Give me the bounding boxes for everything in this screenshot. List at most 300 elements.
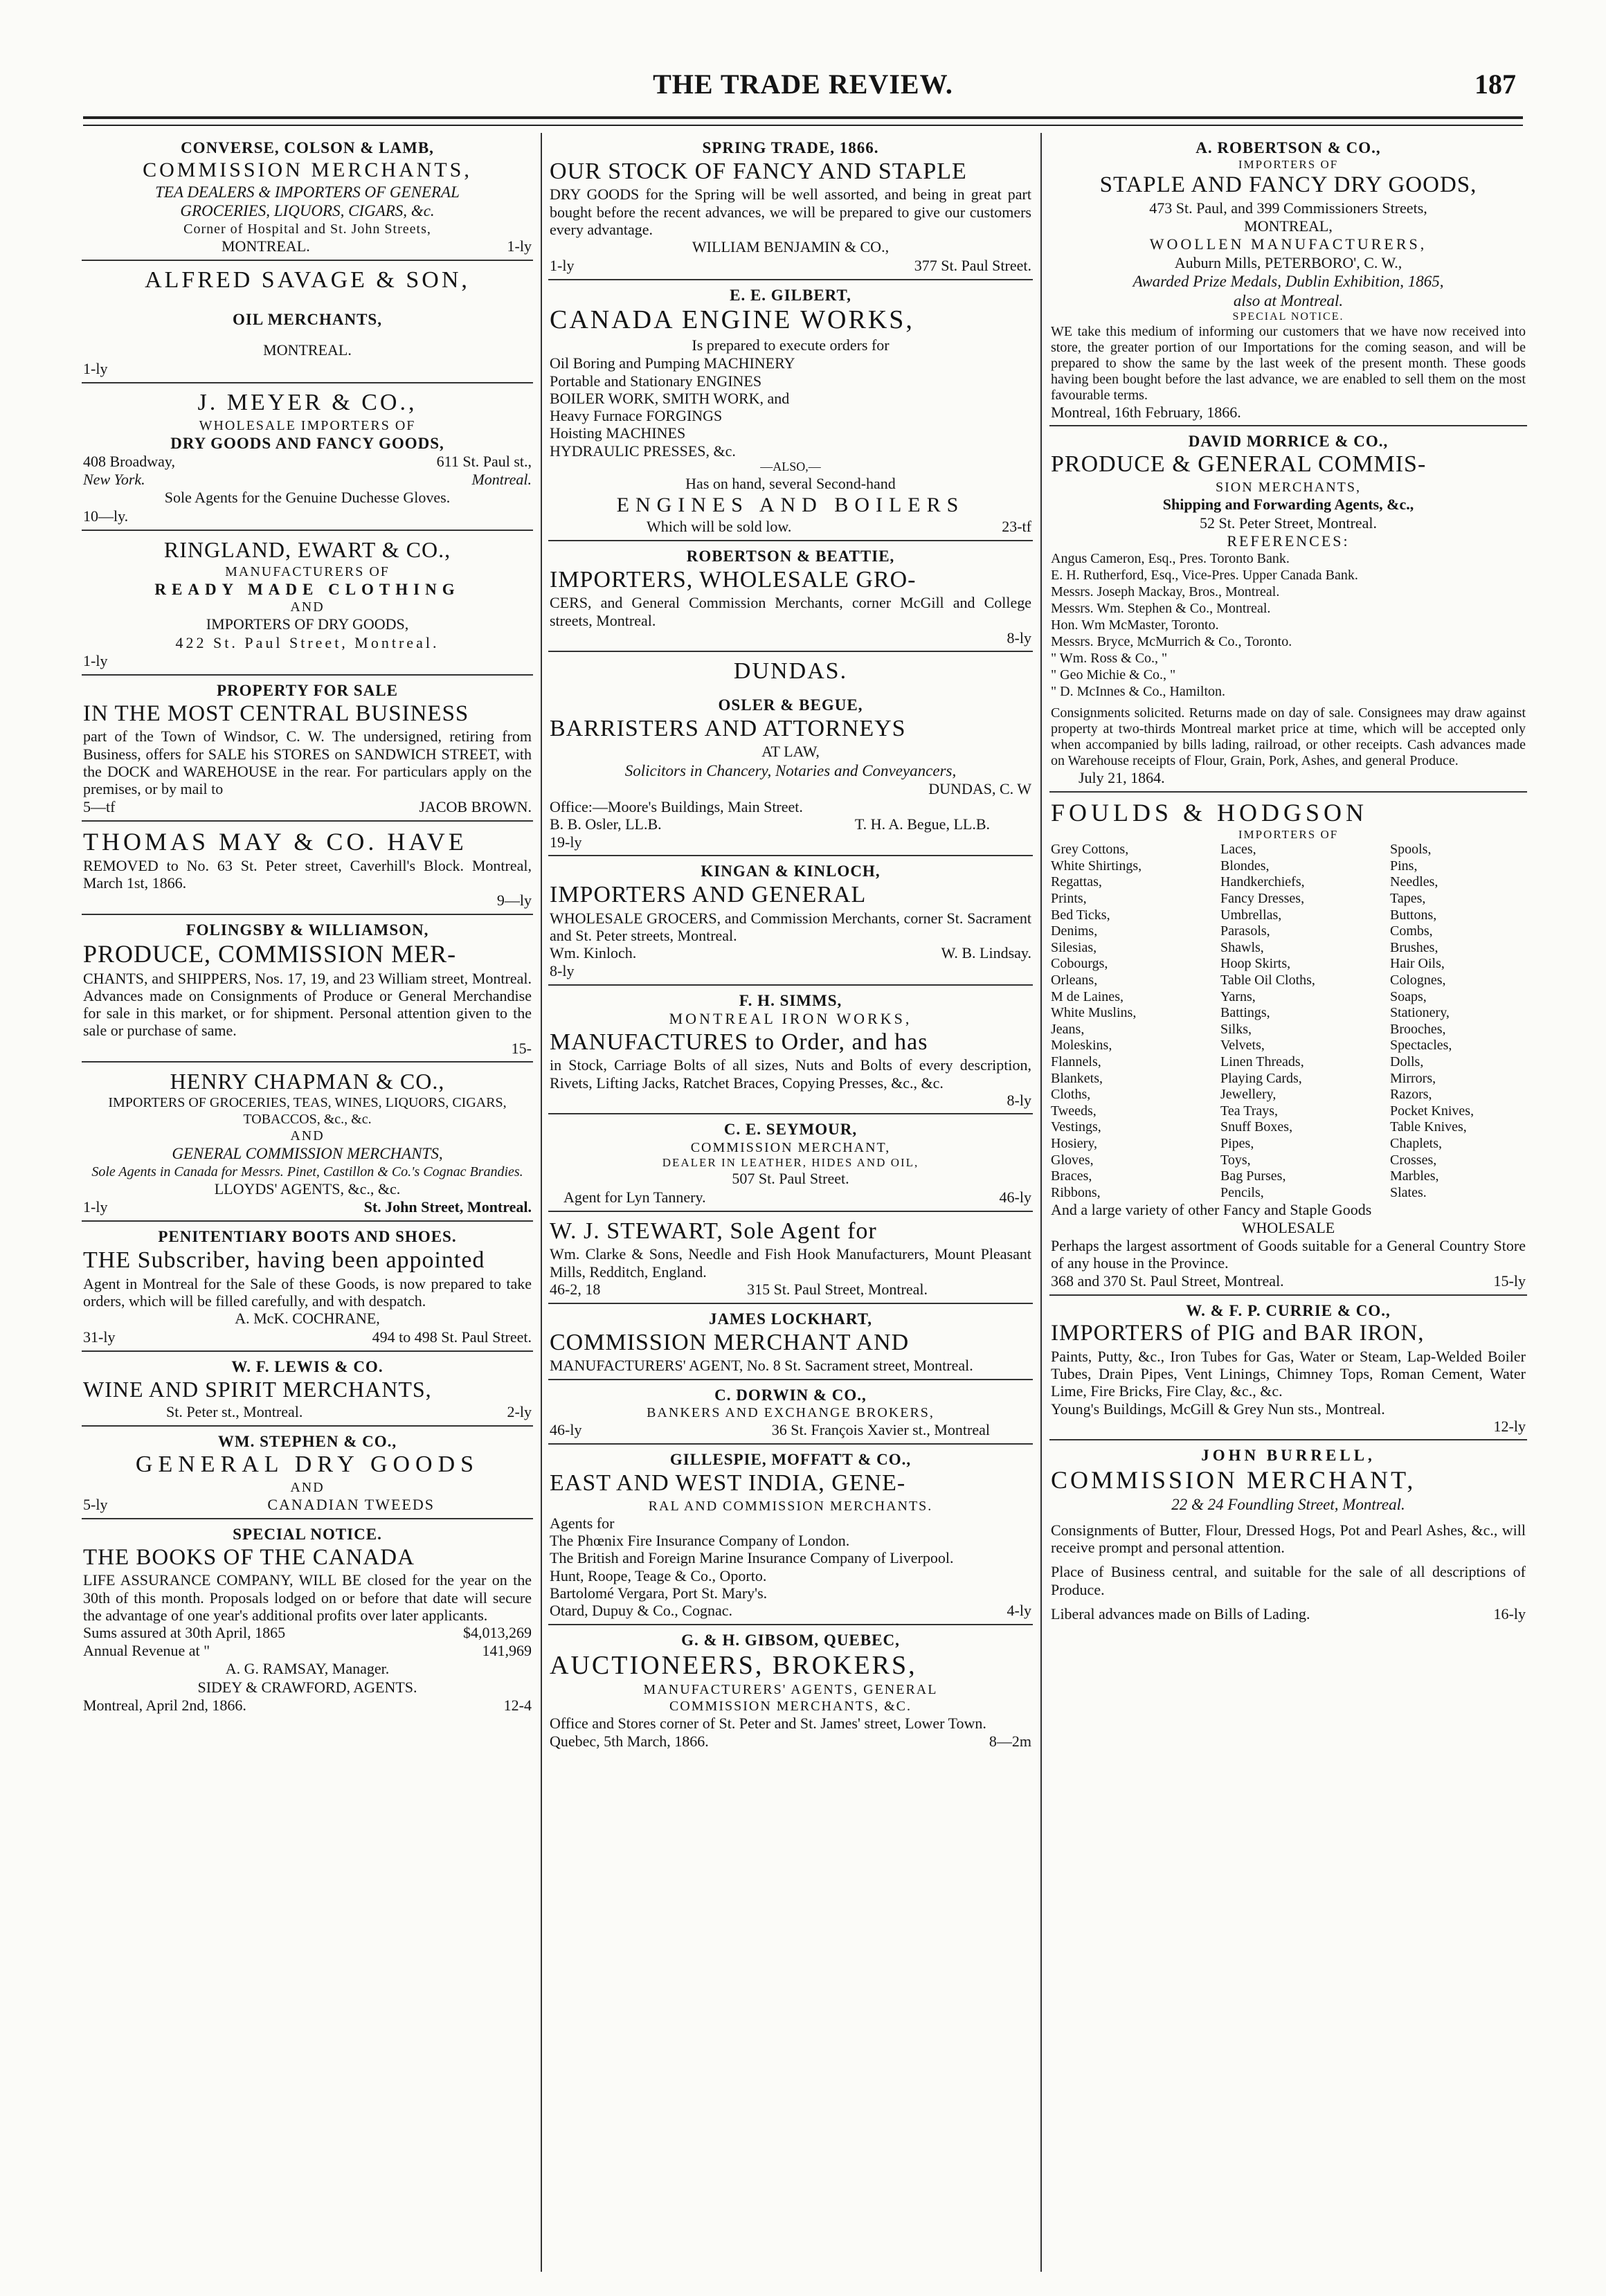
ad-subtitle: AND	[290, 599, 325, 615]
column-left	[82, 133, 533, 2272]
ad-subtitle: BANKERS AND EXCHANGE BROKERS,	[647, 1405, 935, 1421]
column-divider	[1040, 133, 1042, 2272]
ad-code: 5—tf	[83, 797, 116, 815]
ad-code: 1-ly	[550, 256, 575, 274]
goods-item: White Muslins,	[1051, 1005, 1137, 1021]
goods-item: Marbles,	[1390, 1168, 1439, 1184]
ad-heading: DAVID MORRICE & CO.,	[1188, 432, 1389, 450]
ad-code: 8-ly	[1007, 1092, 1031, 1110]
ad-john-burrell	[1049, 1440, 1527, 1627]
goods-item: Hair Oils,	[1390, 956, 1445, 972]
ad-currie	[1049, 1296, 1527, 1441]
ad-lead: IN THE MOST CENTRAL BUSINESS	[83, 700, 469, 726]
goods-item: Jeans,	[1051, 1021, 1085, 1037]
ad-partner: B. B. Osler, LL.B.	[550, 815, 662, 833]
ad-name: RINGLAND, EWART & CO.,	[163, 537, 451, 563]
goods-item: Jewellery,	[1220, 1087, 1276, 1103]
ad-heading: JAMES LOCKHART,	[708, 1310, 873, 1328]
ad-code: 15-	[511, 1039, 532, 1057]
ad-subtitle: AND	[290, 1128, 325, 1144]
ad-body: Office and Stores corner of St. Peter and St. James' street, Lower Town.	[550, 1715, 986, 1733]
ad-name: ENGINES AND BOILERS	[616, 494, 965, 517]
goods-item: Cobourgs,	[1051, 956, 1108, 972]
goods-item: Tapes,	[1390, 891, 1426, 907]
goods-item: Spectacles,	[1390, 1038, 1452, 1054]
ad-subtitle: AT LAW,	[761, 743, 820, 761]
goods-item: Laces,	[1220, 842, 1256, 858]
ad-code: 8-ly	[1007, 629, 1031, 647]
ad-address: 377 St. Paul Street.	[914, 256, 1031, 274]
ad-body: DRY GOODS for the Spring will be well assorted, and being in great part bought before the recent advances, we will be prepared to give our customers every advantage.	[550, 186, 1031, 238]
ad-line: Agent for Lyn Tannery.	[563, 1188, 706, 1206]
gillespie-line: The Phœnix Fire Insurance Company of London.	[550, 1532, 850, 1550]
ad-heading: W. & F. P. CURRIE & CO.,	[1186, 1301, 1391, 1319]
reference-item: Hon. Wm McMaster, Toronto.	[1051, 617, 1219, 633]
ad-note: also at Montreal.	[1233, 291, 1344, 309]
ad-foulds-hodgson	[1049, 793, 1527, 1296]
ad-subtitle: OIL MERCHANTS,	[233, 310, 382, 328]
ad-alfred-savage	[82, 261, 533, 383]
ad-wm-stephen	[82, 1427, 533, 1519]
ad-lead: PRODUCE, COMMISSION MER-	[83, 940, 457, 968]
ad-date: July 21, 1864.	[1079, 769, 1165, 787]
goods-item: Braces,	[1051, 1168, 1092, 1184]
goods-item: Brushes,	[1390, 939, 1438, 955]
ad-g-h-gibsom	[548, 1625, 1033, 1754]
ad-line: Shipping and Forwarding Agents, &c.,	[1162, 496, 1414, 514]
ad-subtitle: COMMISSION MERCHANTS, &C.	[669, 1699, 912, 1715]
ad-canada-engine-works	[548, 280, 1033, 541]
goods-item: Battings,	[1220, 1005, 1270, 1021]
goods-item: Needles,	[1390, 874, 1438, 890]
section-title: DUNDAS.	[733, 658, 848, 685]
page-number: 187	[1474, 69, 1516, 100]
ad-code: 31-ly	[83, 1328, 116, 1346]
gilbert-line: HYDRAULIC PRESSES, &c.	[550, 442, 736, 460]
ad-address: 408 Broadway,	[83, 453, 175, 471]
ad-heading: JOHN BURRELL,	[1201, 1447, 1375, 1465]
ad-penitentiary-boots	[82, 1222, 533, 1351]
ad-heading: WM. STEPHEN & CO.,	[217, 1432, 397, 1450]
ad-lead: FOULDS & HODGSON	[1051, 798, 1369, 826]
goods-item: Combs,	[1390, 923, 1433, 939]
ad-address: 507 St. Paul Street.	[732, 1170, 849, 1188]
ad-address: Young's Buildings, McGill & Grey Nun sts., Montreal.	[1051, 1400, 1385, 1418]
goods-item: Playing Cards,	[1220, 1070, 1302, 1086]
ad-city: MONTREAL.	[222, 237, 310, 255]
ad-body: Perhaps the largest assortment of Goods suitable for a General Country Store of any house in the Province.	[1051, 1237, 1526, 1272]
ad-lead: AUCTIONEERS, BROKERS,	[550, 1650, 917, 1680]
ad-address: 22 & 24 Foundling Street, Montreal.	[1171, 1496, 1405, 1514]
ad-code: 5-ly	[83, 1496, 108, 1514]
ad-note: Sole Agents for the Genuine Duchesse Gloves.	[164, 489, 451, 507]
ad-body: Agent in Montreal for the Sale of these Goods, is now prepared to take orders, which will be filled carefully, and with despatch.	[83, 1274, 532, 1310]
ad-code: 15-ly	[1493, 1272, 1526, 1290]
ad-line: Annual Revenue at "	[83, 1642, 210, 1660]
ad-subtitle: IMPORTERS OF GROCERIES, TEAS, WINES, LIQUORS, CIGARS, TOBACCOS, &c., &c.	[108, 1095, 507, 1128]
ad-lead: CANADA ENGINE WORKS,	[550, 305, 914, 335]
ad-code: 1-ly	[83, 651, 108, 669]
goods-item: Linen Threads,	[1220, 1054, 1304, 1069]
goods-item: Silesias,	[1051, 939, 1097, 955]
ad-name: HENRY CHAPMAN & CO.,	[170, 1069, 445, 1094]
ad-name: ALFRED SAVAGE & SON,	[145, 266, 470, 293]
ad-subtitle: SPECIAL NOTICE.	[1232, 311, 1344, 323]
gillespie-line: Agents for	[550, 1514, 615, 1532]
goods-item: Handkerchiefs,	[1220, 874, 1305, 890]
ad-w-j-stewart	[548, 1212, 1033, 1304]
ad-heading: FOLINGSBY & WILLIAMSON,	[186, 921, 429, 939]
goods-item: Blondes,	[1220, 858, 1270, 874]
ad-city: MONTREAL.	[263, 341, 352, 359]
ad-note: Awarded Prize Medals, Dublin Exhibition, 1865,	[1133, 273, 1444, 291]
ad-subtitle: MANUFACTURERS' AGENTS, GENERAL	[643, 1682, 938, 1698]
header-rule	[83, 116, 1523, 119]
ad-lead: THE Subscriber, having been appointed	[83, 1247, 485, 1273]
ad-converse-colson-lamb	[82, 133, 533, 261]
reference-list	[1051, 550, 1526, 700]
reference-item: " D. McInnes & Co., Hamilton.	[1051, 684, 1226, 700]
goods-item: Hosiery,	[1051, 1135, 1098, 1151]
ad-c-dorwin	[548, 1380, 1033, 1445]
ad-lead: WINE AND SPIRIT MERCHANTS,	[83, 1377, 432, 1402]
reference-item: " Wm. Ross & Co., "	[1051, 651, 1168, 667]
goods-item: Parasols,	[1220, 923, 1270, 939]
ad-body: in Stock, Carriage Bolts of all sizes, Nuts and Bolts of every description, Rivets, Lifting Jacks, Ratchet Braces, Copying Presses, &c., &c.	[550, 1056, 1031, 1092]
ad-folingsby-williamson	[82, 915, 533, 1063]
ad-address: St. Peter st., Montreal.	[166, 1402, 303, 1420]
ad-signature: JACOB BROWN.	[419, 797, 532, 815]
column-right	[1049, 133, 1527, 2272]
gillespie-line: Hunt, Roope, Teage & Co., Oporto.	[550, 1566, 767, 1584]
ad-lead: BARRISTERS AND ATTORNEYS	[550, 715, 906, 741]
ad-signature: WILLIAM BENJAMIN & CO.,	[692, 238, 890, 256]
goods-item: Umbrellas,	[1220, 907, 1282, 923]
ad-address: 368 and 370 St. Paul Street, Montreal.	[1051, 1272, 1284, 1290]
ad-heading: G. & H. GIBSOM, QUEBEC,	[681, 1631, 900, 1649]
ad-robertson-beattie	[548, 541, 1033, 652]
ad-address: 36 St. François Xavier st., Montreal	[771, 1421, 990, 1439]
ad-line: Otard, Dupuy & Co., Cognac.	[550, 1602, 732, 1620]
ad-spring-trade	[548, 133, 1033, 280]
ad-address: 611 St. Paul st.,	[436, 453, 532, 471]
ad-lead: IMPORTERS, WHOLESALE GRO-	[550, 566, 917, 593]
ad-subtitle: IMPORTERS OF DRY GOODS,	[206, 615, 409, 633]
ad-name: J. MEYER & CO.,	[197, 389, 417, 415]
publication-title: THE TRADE REVIEW.	[653, 69, 953, 100]
ad-address: 52 St. Peter Street, Montreal.	[1199, 514, 1377, 532]
column-divider	[541, 133, 542, 2272]
ad-subtitle: IMPORTERS OF	[1238, 827, 1339, 841]
goods-item: Cloths,	[1051, 1087, 1091, 1103]
goods-item: Pencils,	[1220, 1184, 1264, 1200]
goods-item: Hoop Skirts,	[1220, 956, 1291, 972]
ad-city: DUNDAS, C. W	[928, 780, 1031, 798]
ad-address: Auburn Mills, PETERBORO', C. W.,	[1174, 253, 1402, 271]
ad-value: 141,969	[482, 1642, 532, 1660]
ad-line: And a large variety of other Fancy and Staple Goods	[1051, 1201, 1372, 1219]
ad-address: 494 to 498 St. Paul Street.	[372, 1328, 532, 1346]
goods-item: Crosses,	[1390, 1152, 1437, 1168]
ad-address: Corner of Hospital and St. John Streets,	[183, 221, 431, 237]
ad-gillespie-moffatt	[548, 1445, 1033, 1625]
ad-heading: C. DORWIN & CO.,	[714, 1386, 867, 1404]
gilbert-line: Portable and Stationary ENGINES	[550, 372, 762, 390]
ad-name: GENERAL DRY GOODS	[135, 1452, 480, 1478]
ad-date: Quebec, 5th March, 1866.	[550, 1732, 709, 1750]
ad-heading: READY MADE CLOTHING	[154, 580, 460, 598]
ad-subtitle: MANUFACTURERS OF	[225, 563, 390, 579]
goods-item: Ribbons,	[1051, 1184, 1101, 1200]
ad-code: 19-ly	[550, 833, 582, 851]
ad-a-robertson	[1049, 133, 1527, 426]
goods-item: Yarns,	[1220, 988, 1256, 1004]
ad-canada-life-notice	[82, 1519, 533, 1719]
ad-note: Sole Agents in Canada for Messrs. Pinet, Castillon & Co.'s Cognac Brandies.	[91, 1164, 523, 1179]
ad-c-e-seymour	[548, 1114, 1033, 1211]
ad-code: 1-ly	[83, 1198, 108, 1216]
ad-date: Montreal, 16th February, 1866.	[1051, 403, 1241, 421]
ad-partner: W. B. Lindsay.	[941, 944, 1031, 962]
goods-item: Brooches,	[1390, 1021, 1446, 1037]
ad-subtitle: Solicitors in Chancery, Notaries and Conveyancers,	[624, 761, 957, 779]
ad-heading: PROPERTY FOR SALE	[217, 682, 398, 700]
goods-item: Spools,	[1390, 842, 1432, 858]
ad-subtitle: WOOLLEN MANUFACTURERS,	[1149, 235, 1427, 253]
ad-partner: T. H. A. Begue, LL.B.	[854, 815, 990, 833]
ad-body: Paints, Putty, &c., Iron Tubes for Gas, Water or Steam, Lap-Welded Boiler Tubes, Drain Pipes, Vent Linings, Chimney Tops, Roman Cement, Water Lime, Fire Bricks, Fire Clay, &c., &c.	[1051, 1347, 1526, 1400]
ad-body: CERS, and General Commission Merchants, corner McGill and College streets, Montreal.	[550, 594, 1031, 629]
ad-line: Liberal advances made on Bills of Lading.	[1051, 1605, 1310, 1622]
ad-line: Which will be sold low.	[647, 518, 792, 536]
ad-body: Consignments solicited. Returns made on day of sale. Consignees may draw against property at two-thirds Montreal market price at time, which will be accepted only when accompanied by bills lading, railroad, or other receipts. Cash advances made on Warehouse receipts of Flour, Grain, Pork, Ashes, and general Produce.	[1051, 705, 1526, 769]
ad-code: 46-ly	[999, 1188, 1031, 1206]
ad-subtitle: AND	[290, 1480, 325, 1496]
ad-heading: SPRING TRADE, 1866.	[702, 139, 879, 156]
ad-code: 8-ly	[550, 962, 575, 980]
ad-body: Consignments of Butter, Flour, Dressed Hogs, Pot and Pearl Ashes, &c., will receive prompt and personal attention.	[1051, 1521, 1526, 1556]
ad-city: MONTREAL,	[1244, 217, 1333, 235]
ad-david-morrice	[1049, 426, 1527, 793]
gillespie-line: Bartolomé Vergara, Port St. Mary's.	[550, 1584, 768, 1602]
ad-body: LIFE ASSURANCE COMPANY, WILL BE closed for the year on the 30th of this month. Proposals lodged on or before that date will secure the advantage of one year's additional profits over later applicants.	[83, 1571, 532, 1624]
ad-code: 46-2, 18	[550, 1281, 601, 1299]
reference-item: E. H. Rutherford, Esq., Vice-Pres. Upper Canada Bank.	[1051, 568, 1358, 584]
goods-item: Toys,	[1220, 1152, 1251, 1168]
ad-lead: EAST AND WEST INDIA, GENE-	[550, 1470, 906, 1496]
ad-subtitle: TEA DEALERS & IMPORTERS OF GENERAL	[155, 183, 460, 201]
ad-address: 315 St. Paul Street, Montreal.	[747, 1281, 928, 1299]
goods-item: Mirrors,	[1390, 1070, 1436, 1086]
ad-lead: PRODUCE & GENERAL COMMIS-	[1051, 451, 1427, 478]
ad-line: WHOLESALE	[1241, 1218, 1335, 1236]
goods-item: Shawls,	[1220, 939, 1264, 955]
ad-subtitle: DEALER IN LEATHER, HIDES AND OIL,	[662, 1155, 919, 1169]
ad-subtitle: CANADIAN TWEEDS	[267, 1496, 435, 1514]
ad-subtitle: IMPORTERS OF	[1238, 157, 1339, 171]
ad-kingan-kinloch	[548, 856, 1033, 985]
goods-item: Bag Purses,	[1220, 1168, 1286, 1184]
ad-body: REMOVED to No. 63 St. Peter street, Caverhill's Block. Montreal, March 1st, 1866.	[83, 856, 532, 892]
ad-name: STAPLE AND FANCY DRY GOODS,	[1099, 172, 1477, 197]
ad-address: 422 St. Paul Street, Montreal.	[175, 633, 440, 651]
ad-body: MANUFACTURERS' AGENT, No. 8 St. Sacrament street, Montreal.	[550, 1357, 973, 1375]
ad-partner: Wm. Kinloch.	[550, 944, 637, 962]
ad-heading: SPECIAL NOTICE.	[233, 1526, 382, 1544]
ad-city: Montreal.	[471, 471, 532, 489]
header-rule-thin	[83, 125, 1523, 126]
ad-heading: GILLESPIE, MOFFATT & CO.,	[669, 1451, 912, 1469]
goods-item: Denims,	[1051, 923, 1098, 939]
ad-body: Place of Business central, and suitable for the sale of all descriptions of Produce.	[1051, 1563, 1526, 1598]
goods-item: Pocket Knives,	[1390, 1103, 1474, 1119]
ad-subtitle: SION MERCHANTS,	[1215, 480, 1362, 496]
ad-code: 2-ly	[507, 1402, 532, 1420]
ad-heading: PENITENTIARY BOOTS AND SHOES.	[158, 1228, 457, 1246]
ad-subtitle: COMMISSION MERCHANT,	[690, 1139, 891, 1155]
ad-henry-chapman	[82, 1063, 533, 1222]
ad-heading: ROBERTSON & BEATTIE,	[686, 548, 895, 566]
ad-subtitle: WHOLESALE IMPORTERS OF	[199, 417, 416, 433]
ad-body: part of the Town of Windsor, C. W. The undersigned, retiring from Business, offers for SALE his STORES on SANDWICH STREET, with the DOCK and WAREHOUSE in the rear. For particulars apply on the premises, or by mail to	[83, 727, 532, 798]
goods-item: Slates.	[1390, 1184, 1427, 1200]
goods-list	[1051, 842, 1526, 1201]
ad-address: St. John Street, Montreal.	[363, 1198, 532, 1216]
goods-item: Prints,	[1051, 891, 1087, 907]
goods-item: Blankets,	[1051, 1070, 1103, 1086]
ad-body: Wm. Clarke & Sons, Needle and Fish Hook Manufacturers, Mount Pleasant Mills, Redditch, England.	[550, 1245, 1031, 1281]
ad-heading: A. ROBERTSON & CO.,	[1196, 139, 1381, 156]
reference-item: Messrs. Joseph Mackay, Bros., Montreal.	[1051, 584, 1280, 600]
ad-heading: KINGAN & KINLOCH,	[701, 862, 881, 880]
goods-item: Colognes,	[1390, 973, 1446, 988]
ad-lead: COMMISSION MERCHANT,	[1051, 1465, 1416, 1494]
gilbert-line: Hoisting MACHINES	[550, 424, 686, 442]
ad-date: Montreal, April 2nd, 1866.	[83, 1696, 246, 1714]
ad-subtitle: REFERENCES:	[1227, 532, 1350, 550]
ad-code: 8—2m	[989, 1732, 1031, 1750]
goods-item: Table Knives,	[1390, 1119, 1467, 1135]
ad-lead: THE BOOKS OF THE CANADA	[83, 1544, 415, 1570]
ad-heading: CONVERSE, COLSON & LAMB,	[181, 139, 434, 156]
ad-heading: OSLER & BEGUE,	[718, 696, 863, 714]
ad-code: 23-tf	[1002, 518, 1031, 536]
ad-ringland-ewart	[82, 531, 533, 676]
ad-james-lockhart	[548, 1304, 1033, 1380]
ad-heading: DRY GOODS AND FANCY GOODS,	[170, 434, 444, 452]
ad-subtitle: GROCERIES, LIQUORS, CIGARS, &c.	[180, 202, 435, 220]
ad-signature: A. McK. COCHRANE,	[235, 1310, 380, 1328]
ad-heading: C. E. SEYMOUR,	[723, 1121, 858, 1139]
goods-item: Fancy Dresses,	[1220, 891, 1305, 907]
gilbert-line: Heavy Furnace FORGINGS	[550, 407, 723, 425]
ad-name: COMMISSION MERCHANTS,	[143, 158, 472, 181]
goods-item: Flannels,	[1051, 1054, 1101, 1069]
goods-item: Bed Ticks,	[1051, 907, 1110, 923]
ad-property-for-sale	[82, 676, 533, 821]
ad-signature: A. G. RAMSAY, Manager.	[225, 1660, 390, 1678]
ad-lead: IMPORTERS AND GENERAL	[550, 881, 867, 907]
ad-subtitle: RAL AND COMMISSION MERCHANTS.	[648, 1498, 933, 1514]
ad-address: 473 St. Paul, and 399 Commissioners Streets,	[1149, 199, 1427, 217]
ad-city: New York.	[83, 471, 145, 489]
ad-code: 46-ly	[550, 1421, 582, 1439]
ad-subtitle: GENERAL COMMISSION MERCHANTS,	[172, 1145, 443, 1163]
goods-item: Moleskins,	[1051, 1038, 1112, 1054]
ad-thomas-may	[82, 822, 533, 915]
ad-heading: E. E. GILBERT,	[730, 286, 851, 304]
ad-code: 10—ly.	[83, 507, 129, 525]
gillespie-line: The British and Foreign Marine Insurance Company of Liverpool.	[550, 1549, 954, 1567]
ad-w-f-lewis	[82, 1352, 533, 1427]
goods-item: Vestings,	[1051, 1119, 1101, 1135]
ad-body: WE take this medium of informing our customers that we have now received into store, the greater portion of our Importations for the coming season, and will be prepared to show the same by the last week of the present month. These goods having been bought before the last advance, we are enabled to sell them on the most favourable terms.	[1051, 323, 1526, 403]
ad-line: Sums assured at 30th April, 1865	[83, 1624, 286, 1642]
goods-item: Pipes,	[1220, 1135, 1254, 1151]
ad-address: Office:—Moore's Buildings, Main Street.	[550, 797, 803, 815]
goods-item: Velvets,	[1220, 1038, 1265, 1054]
ad-subtitle: MONTREAL IRON WORKS,	[669, 1010, 912, 1028]
goods-item: M de Laines,	[1051, 988, 1124, 1004]
goods-item: Pins,	[1390, 858, 1418, 874]
ad-line: Is prepared to execute orders for	[692, 336, 890, 354]
section-dundas	[548, 652, 1033, 690]
goods-item: Soaps,	[1390, 988, 1427, 1004]
goods-item: Chaplets,	[1390, 1135, 1442, 1151]
ad-code: 1-ly	[83, 359, 108, 377]
reference-item: " Geo Michie & Co., "	[1051, 667, 1176, 683]
ad-lead: MANUFACTURES to Order, and has	[550, 1029, 928, 1055]
ad-line: —ALSO,—	[760, 460, 821, 474]
gilbert-line: Oil Boring and Pumping MACHINERY	[550, 354, 795, 372]
ad-line: Has on hand, several Second-hand	[685, 474, 896, 492]
masthead	[83, 68, 1523, 112]
reference-item: Angus Cameron, Esq., Pres. Toronto Bank.	[1051, 551, 1290, 567]
reference-item: Messrs. Bryce, McMurrich & Co., Toronto.	[1051, 634, 1292, 650]
ad-lead: COMMISSION MERCHANT AND	[550, 1329, 910, 1355]
ad-lead: THOMAS MAY & CO. HAVE	[83, 827, 467, 856]
goods-item: Tweeds,	[1051, 1103, 1097, 1119]
ad-lead: W. J. STEWART, Sole Agent for	[550, 1218, 877, 1244]
ad-lead: IMPORTERS of PIG and BAR IRON,	[1051, 1321, 1425, 1346]
ad-body: WHOLESALE GROCERS, and Commission Merchants, corner St. Sacrament and St. Peter streets, Montreal.	[550, 909, 1031, 945]
goods-item: Silks,	[1220, 1021, 1252, 1037]
ad-body: CHANTS, and SHIPPERS, Nos. 17, 19, and 23 William street, Montreal. Advances made on Consignments of Produce or General Merchandise for sale in this market, or for shipment. Personal attention given to the sale or purchase of same.	[83, 969, 532, 1040]
goods-item: Razors,	[1390, 1087, 1432, 1103]
goods-item: Buttons,	[1390, 907, 1437, 923]
goods-item: Stationery,	[1390, 1005, 1450, 1021]
ad-code: 16-ly	[1493, 1605, 1526, 1622]
column-middle	[548, 133, 1033, 2272]
goods-item: Snuff Boxes,	[1220, 1119, 1293, 1135]
ad-code: 1-ly	[507, 237, 532, 255]
ad-code: 12-ly	[1493, 1417, 1526, 1435]
ad-f-h-simms	[548, 986, 1033, 1115]
ad-j-meyer	[82, 383, 533, 531]
ad-note: LLOYDS' AGENTS, &c., &c.	[214, 1179, 401, 1197]
ad-osler-begue	[548, 690, 1033, 856]
goods-item: White Shirtings,	[1051, 858, 1142, 874]
ad-heading: F. H. SIMMS,	[739, 991, 842, 1009]
goods-item: Grey Cottons,	[1051, 842, 1129, 858]
ad-lead: OUR STOCK OF FANCY AND STAPLE	[550, 158, 967, 184]
gilbert-line: BOILER WORK, SMITH WORK, and	[550, 389, 790, 407]
ad-code: 4-ly	[1007, 1602, 1031, 1620]
reference-item: Messrs. Wm. Stephen & Co., Montreal.	[1051, 601, 1271, 617]
goods-item: Gloves,	[1051, 1152, 1094, 1168]
goods-item: Dolls,	[1390, 1054, 1424, 1069]
ad-heading: W. F. LEWIS & CO.	[231, 1357, 384, 1375]
